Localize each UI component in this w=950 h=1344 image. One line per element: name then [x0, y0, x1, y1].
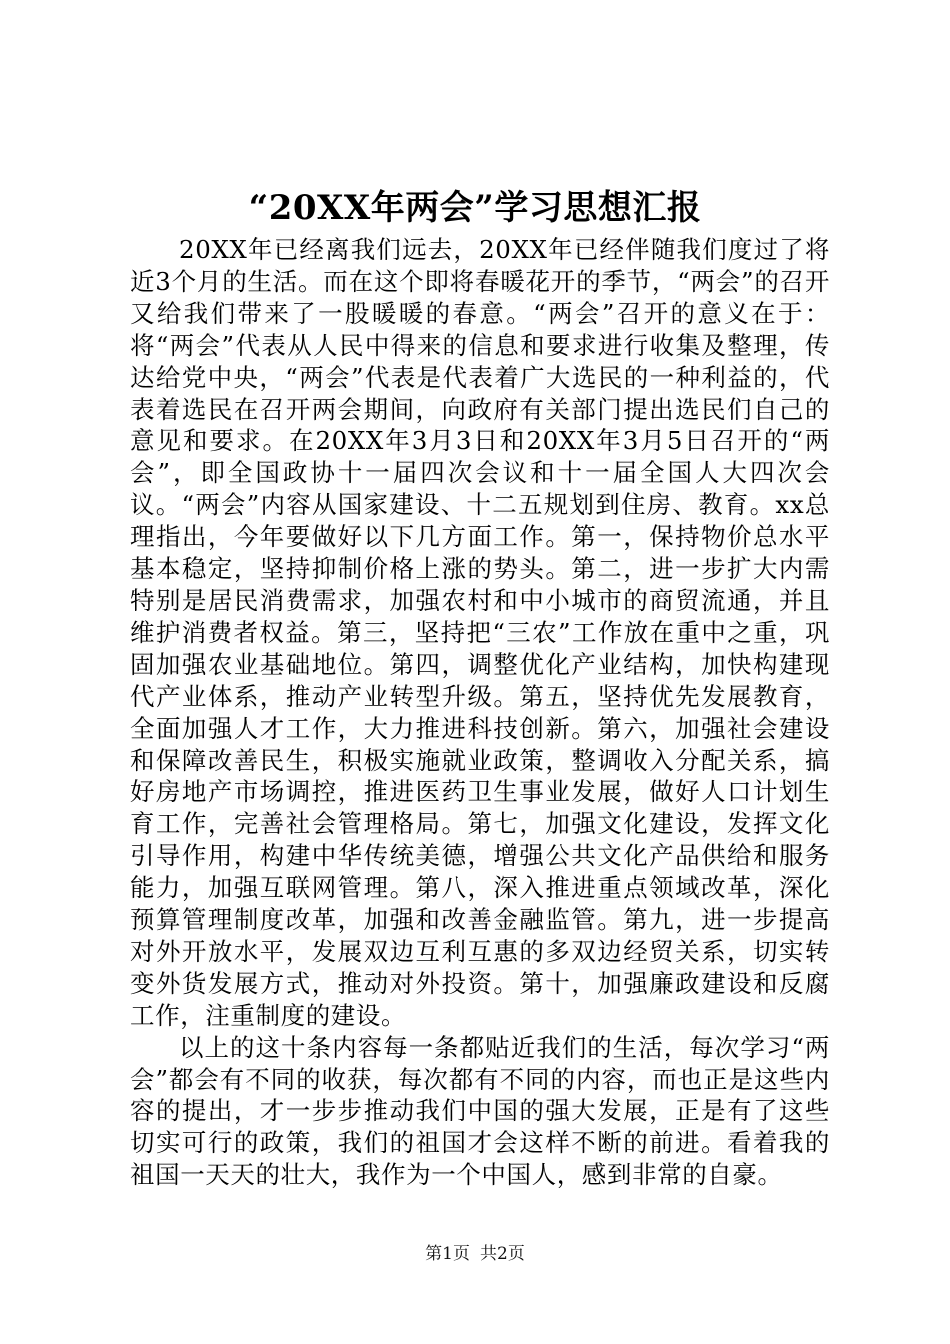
page-footer — [0, 1243, 950, 1265]
body-paragraph-1: 20XX年已经离我们远去，20XX年已经伴随我们度过了将近3个月的生活。而在这个即将春暖花开的季节，“两会”的召开又给我们带来了一股暖暖的春意。“两会”召开的意义在于：将“两会”代表从人民中得来的信息和要求进行收集及整理，传达给党中央，“两会”代表是代表着广大选民的一种利益的，代表着选民在召开两会期间，向政府有关部门提出选民们自己的意见和要求。在20XX年3月3日和20XX年3月5日召开的“两会”，即全国政协十一届四次会议和十一届全国人大四次会议。“两会”内容从国家建设、十二五规划到住房、教育。xx总理指出，今年要做好以下几方面工作。第一，保持物价总水平基本稳定，坚持抑制价格上涨的势头。第二，进一步扩大内需特别是居民消费需求，加强农村和中小城市的商贸流通，并且维护消费者权益。第三，坚持把“三农”工作放在重中之重，巩固加强农业基础地位。第四，调整优化产业结构，加快构建现代产业体系，推动产业转型升级。第五，坚持优先发展教育，全面加强人才工作，大力推进科技创新。第六，加强社会建设和保障改善民生，积极实施就业政策，整调收入分配关系，搞好房地产市场调控，推进医药卫生事业发展，做好人口计划生育工作，完善社会管理格局。第七，加强文化建设，发挥文化引导作用，构建中华传统美德，增强公共文化产品供给和服务能力，加强互联网管理。第八，深入推进重点领域改革，深化预算管理制度改革，加强和改善金融监管。第九，进一步提高对外开放水平，发展双边互利互惠的多双边经贸关系，切实转变外货发展方式，推动对外投资。第十，加强廉政建设和反腐工作，注重制度的建设。 — [130, 235, 830, 1030]
body-paragraph-2: 以上的这十条内容每一条都贴近我们的生活，每次学习“两会”都会有不同的收获，每次都有不同的内容，而也正是这些内容的提出，才一步步推动我们中国的强大发展，正是有了这些切实可行的政策，我们的祖国才会这样不断的前进。看着我的祖国一天天的壮大，我作为一个中国人，感到非常的自豪。 — [130, 1032, 830, 1190]
page-total: 共2页 — [480, 1244, 525, 1264]
document-title: “20XX年两会”学习思想汇报 — [248, 188, 702, 228]
document-body — [130, 234, 830, 1191]
page-number: 第1页 — [425, 1244, 470, 1264]
